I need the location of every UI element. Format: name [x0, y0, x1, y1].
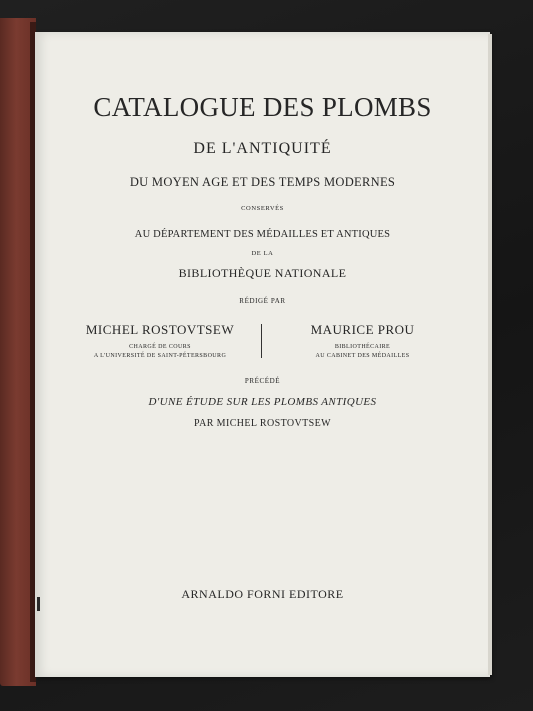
publisher-name: ARNALDO FORNI EDITORE: [181, 587, 344, 601]
author-role: BIBLIOTHÉCAIRE: [334, 344, 391, 350]
author-name: MAURICE PROU: [310, 322, 415, 337]
conserves-label: CONSERVÉS: [241, 205, 284, 212]
study-author: PAR MICHEL ROSTOVTSEW: [194, 418, 331, 429]
book-title: CATALOGUE DES PLOMBS: [93, 92, 432, 122]
author-prou: [270, 322, 455, 361]
page-edge: [488, 34, 492, 675]
subtitle-middle-ages: DU MOYEN AGE ET DES TEMPS MODERNES: [129, 175, 396, 189]
department-line: AU DÉPARTEMENT DES MÉDAILLES ET ANTIQUES: [134, 229, 391, 240]
redige-par-label: RÉDIGÉ PAR: [239, 297, 286, 305]
author-affiliation: A L'UNIVERSITÉ DE SAINT-PÉTERSBOURG: [93, 353, 227, 359]
author-rostovtsew: [70, 322, 250, 361]
subtitle-antiquity: DE L'ANTIQUITÉ: [193, 140, 332, 157]
author-role: CHARGÉ DE COURS: [129, 344, 191, 350]
de-la-label: DE LA: [251, 250, 274, 257]
library-name: BIBLIOTHÈQUE NATIONALE: [178, 266, 347, 280]
author-affiliation: AU CABINET DES MÉDAILLES: [315, 353, 410, 359]
study-title: D'UNE ÉTUDE SUR LES PLOMBS ANTIQUES: [148, 396, 377, 408]
precede-label: PRÉCÉDÉ: [244, 377, 281, 385]
author-divider: [261, 324, 262, 358]
authors-block: [70, 322, 455, 362]
author-name: MICHEL ROSTOVTSEW: [85, 322, 235, 337]
